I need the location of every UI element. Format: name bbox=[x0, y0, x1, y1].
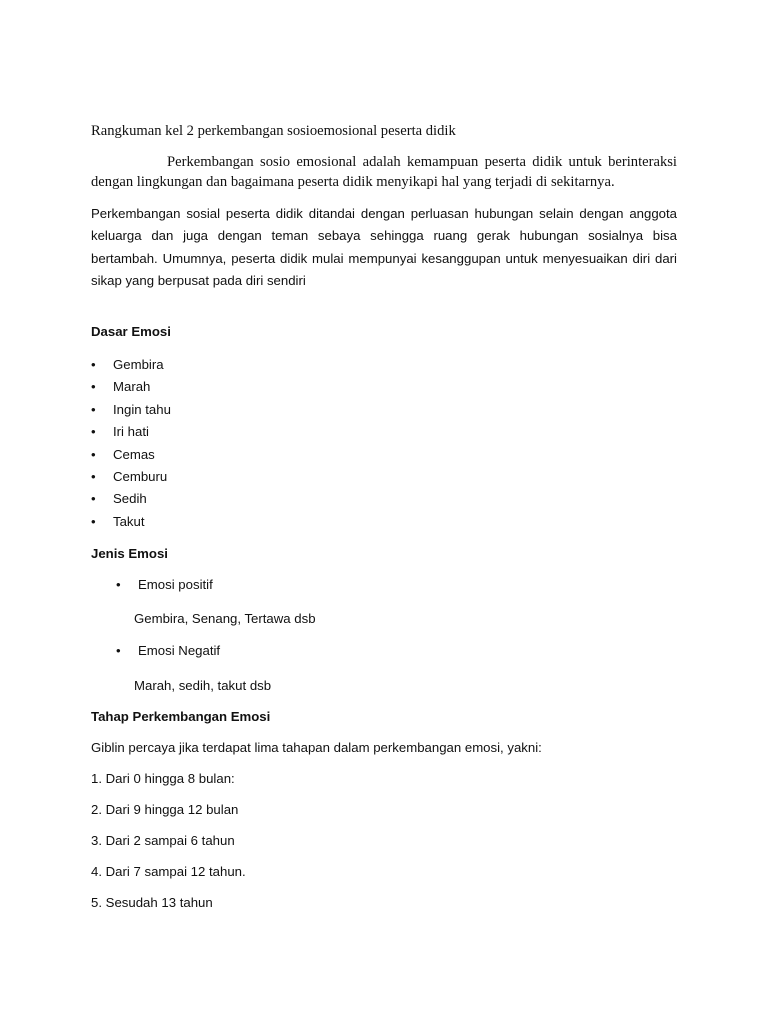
list-item-label: Marah bbox=[113, 379, 151, 395]
bullet-icon: • bbox=[116, 643, 121, 658]
list-item bbox=[91, 466, 171, 488]
stage-item: 5. Sesudah 13 tahun bbox=[91, 895, 213, 910]
list-item bbox=[91, 444, 171, 466]
bullet-icon: • bbox=[116, 577, 121, 592]
paragraph-definition-text: Perkembangan sosio emosional adalah kemampuan peserta didik untuk berinteraksi dengan lingkungan dan bagaimana peserta didik menyikapi hal yang terjadi di sekitarnya. bbox=[91, 154, 677, 190]
list-item bbox=[91, 421, 171, 443]
bullet-icon: • bbox=[91, 379, 96, 395]
stage-item: 4. Dari 7 sampai 12 tahun. bbox=[91, 864, 246, 879]
bullet-icon: • bbox=[91, 446, 96, 462]
bullet-icon: • bbox=[91, 468, 96, 484]
stage-item: 2. Dari 9 hingga 12 bulan bbox=[91, 802, 239, 817]
document-title: Rangkuman kel 2 perkembangan sosioemosional peserta didik bbox=[91, 123, 456, 139]
bullet-icon: • bbox=[91, 513, 96, 529]
dasar-emosi-list bbox=[91, 354, 171, 533]
heading-dasar-emosi: Dasar Emosi bbox=[91, 324, 171, 339]
stage-item: 3. Dari 2 sampai 6 tahun bbox=[91, 833, 235, 848]
heading-tahap-perkembangan: Tahap Perkembangan Emosi bbox=[91, 709, 271, 724]
list-item bbox=[91, 399, 171, 421]
list-item bbox=[91, 488, 171, 510]
paragraph-definition bbox=[91, 152, 677, 192]
list-item-emosi-positif bbox=[116, 577, 213, 592]
bullet-icon: • bbox=[91, 491, 96, 507]
emosi-positif-label: Emosi positif bbox=[138, 577, 213, 592]
bullet-icon: • bbox=[91, 401, 96, 417]
tahap-intro: Giblin percaya jika terdapat lima tahapan dalam perkembangan emosi, yakni: bbox=[91, 740, 542, 755]
stage-item: 1. Dari 0 hingga 8 bulan: bbox=[91, 771, 235, 786]
paragraph-social-development: Perkembangan sosial peserta didik ditandai dengan perluasan hubungan selain dengan anggota keluarga dan juga dengan teman sebaya sehingga ruang gerak hubungan sosialnya bisa bertambah. Umumnya, peserta didik mulai mempunyai kesanggupan untuk menyesuaikan diri dari sikap yang berpusat pada diri sendiri bbox=[91, 206, 677, 288]
list-item-label: Cemburu bbox=[113, 468, 168, 484]
list-item bbox=[91, 376, 171, 398]
list-item bbox=[91, 354, 171, 376]
list-item-label: Gembira bbox=[113, 357, 164, 372]
list-item-emosi-negatif bbox=[116, 643, 220, 658]
list-item-label: Ingin tahu bbox=[113, 401, 171, 417]
list-item-label: Sedih bbox=[113, 491, 147, 507]
emosi-negatif-examples: Marah, sedih, takut dsb bbox=[134, 678, 272, 693]
emosi-negatif-label: Emosi Negatif bbox=[138, 643, 221, 658]
bullet-icon: • bbox=[91, 357, 96, 372]
list-item-label: Iri hati bbox=[113, 424, 149, 440]
emosi-positif-examples: Gembira, Senang, Tertawa dsb bbox=[134, 611, 316, 626]
bullet-icon: • bbox=[91, 424, 96, 440]
heading-jenis-emosi: Jenis Emosi bbox=[91, 546, 168, 561]
list-item-label: Cemas bbox=[113, 446, 155, 462]
list-item-label: Takut bbox=[113, 513, 145, 529]
list-item bbox=[91, 511, 171, 533]
